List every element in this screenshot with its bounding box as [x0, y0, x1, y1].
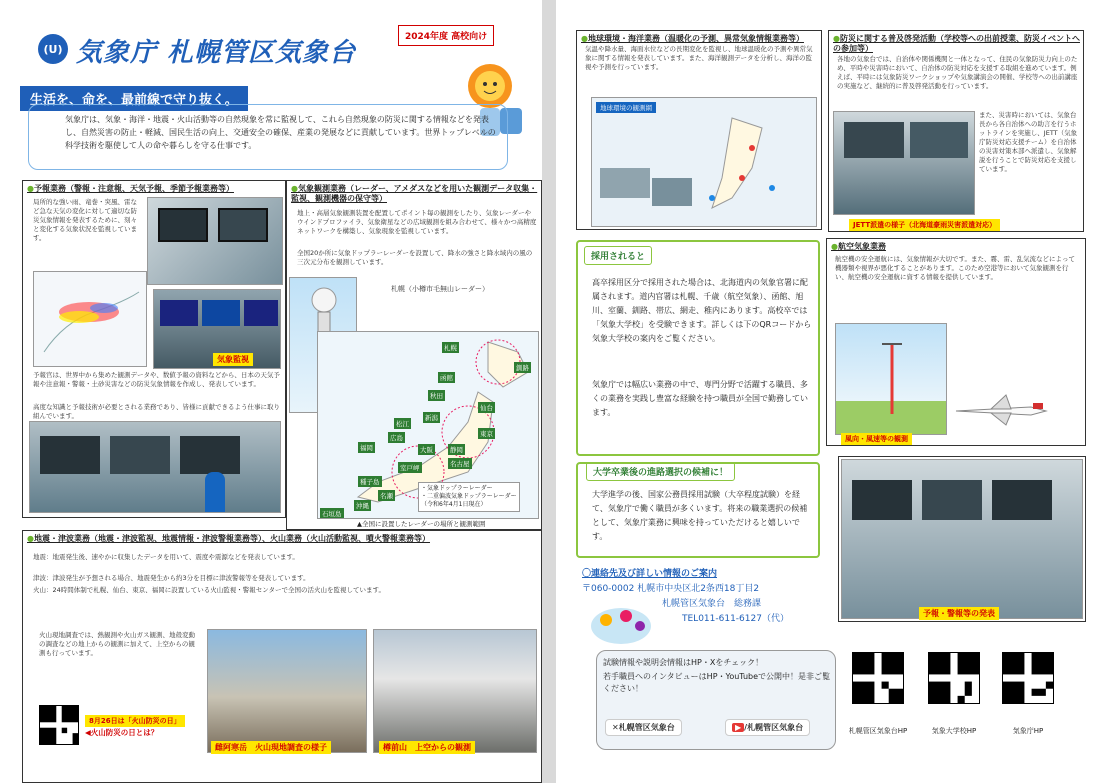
forecast-warning-photo	[841, 459, 1083, 619]
career-title: 大学卒業後の進路選択の候補に！	[586, 462, 735, 481]
slogan-banner: 生活を、命を、最前線で守り抜く。	[20, 86, 248, 111]
jma-hp-qr[interactable]	[1002, 652, 1054, 704]
arrow-left-icon: ◀	[85, 728, 91, 737]
youtube-account-link[interactable]: ▶ /札幌管区気象台	[725, 719, 810, 736]
jma-sapporo-qr[interactable]	[852, 652, 904, 704]
forecast-monitor-photo	[147, 197, 283, 285]
seismic-text: 火山現地調査では、熱観測や火山ガス観測、地殻変動の調査などの地上からの観測に加えて、上空からの観測も行っています。	[39, 631, 195, 657]
city-tag: 種子島	[360, 478, 380, 486]
city-tag: 仙台	[480, 404, 493, 412]
forecast-text-2: 予報官は、世界中から集めた観測データや、数値予報の資料などから、日本の天気予報や注意報・警報・土砂災害などの防災気象情報を作成し、発表しています。	[33, 371, 280, 388]
forecast-photo-label: 気象監視	[213, 353, 253, 366]
legend-doppler: ・気象ドップラーレーダー	[421, 485, 493, 492]
volcano-survey-label: 雌阿寒岳 火山現地調査の様子	[211, 741, 331, 754]
qr-code-icon	[929, 653, 979, 703]
jett-photo	[833, 111, 975, 215]
city-tag: 静岡	[450, 446, 463, 454]
legend-date: （令和6年4月1日現在）	[421, 501, 487, 508]
city-tag: 函館	[440, 374, 453, 382]
aviation-title: ●航空気象業務	[831, 242, 886, 251]
city-tag: 石垣島	[322, 510, 342, 518]
youtube-logo-icon: ▶	[732, 723, 744, 732]
sns-section	[596, 650, 836, 750]
volcano-survey-photo	[207, 629, 367, 753]
sns-text-1: 試験情報や説明会情報はHP・Xをチェック！	[603, 658, 764, 667]
aviation-text: 航空機の安全運航には、気象情報が大切です。また、霧、雷、乱気流などによって機器類や視界が悪化することがあります。このため空港等において気象観測を行い、航空機の安全運航に資する情報を提供しています。	[835, 255, 1075, 281]
right-page	[556, 0, 1098, 783]
meteorological-college-qr-label: 気象大学校HP	[931, 727, 977, 735]
radar-network-map	[317, 331, 539, 519]
intro-text: 気象庁は、気象・海洋・地震・火山活動等の自然現象を常に監視して、これら自然現象の防災に関する情報などを発表し、自然災害の防止・軽減、国民生活の向上、交通安全の確保、産業の発展などに貢献しています。世界トップレベルの科学技術を駆使して人の命や暮らしを守る仕事です。	[65, 115, 496, 150]
city-tag: 釧路	[516, 364, 529, 372]
volcano-day-qr[interactable]	[39, 705, 79, 745]
meteorological-college-qr[interactable]	[928, 652, 980, 704]
ocean-map-title: 地球環境の観測網	[596, 102, 656, 113]
jma-logo-icon: (U)	[43, 42, 63, 56]
x-logo-icon: ✕	[612, 723, 619, 732]
jma-sapporo-qr-label: 札幌管区気象台HP	[848, 727, 908, 735]
ocean-section	[576, 30, 822, 230]
disaster-title: ●防災に関する普及啓発活動（学校等への出前授業、防災イベントへの参加等）	[833, 34, 1080, 53]
forecast-radar-map	[33, 271, 147, 367]
observation-text-1: 地上・高層気象観測装置を配置してポイント毎の観測をしたり、気象レーダーやウインドプロファイラ、気象衛星などの広域観測を組み合わせて、様々かつ高精度ネットワークを構築し、気象現象を監視しています。	[297, 209, 537, 235]
legend-dual: ・二重偏波気象ドップラーレーダー	[421, 493, 517, 500]
forecast-section	[22, 180, 286, 518]
jma-hp-qr-label: 気象庁HP	[1012, 727, 1044, 735]
seismic-section	[22, 530, 542, 783]
flower-icon	[586, 596, 656, 646]
jett-label: JETT派遣の様子（北海道豪雨災害派遣対応）	[849, 219, 1000, 231]
qr-code-icon	[1003, 653, 1053, 703]
observation-section	[286, 180, 542, 530]
city-tag: 松江	[396, 420, 409, 428]
left-page	[0, 0, 542, 783]
agency-title: 気象庁 札幌管区気象台	[76, 38, 357, 68]
city-tag: 新潟	[425, 414, 438, 422]
flower-illustration	[586, 596, 656, 646]
seismic-line-2: 津波：津波発生が予想される場合、地震発生から約3分を目標に津波警報等を発表しています。	[33, 574, 310, 582]
city-tag: 広島	[390, 434, 403, 442]
forecast-warning-section	[838, 456, 1086, 622]
ocean-text: 気温や降水量、海面水位などの長期変化を監視し、地球温暖化の予測や異常気象に関する情報を発表しています。また、海洋観測データを分析し、海洋の監視や予測を行っています。	[585, 45, 813, 71]
city-tag: 名古屋	[450, 460, 470, 468]
observation-text-2: 全国20か所に気象ドップラーレーダーを設置して、降水の強さと降水域内の風の三次元分布を観測しています。	[297, 249, 533, 266]
seismic-line-3: 火山：24時間体制で札幌、仙台、東京、福岡に設置している火山監視・警報センターで全国の活火山を監視しています。	[33, 586, 385, 594]
intro-box	[28, 104, 508, 170]
sns-text-2: 若手職員へのインタビューはHP・YouTubeで公開中！是非ご覧ください！	[603, 672, 831, 693]
city-tag: 名瀬	[380, 492, 393, 500]
recruit-text: 高卒採用区分で採用された場合は、北海道内の気象官署に配属されます。道内官署は札幌、千歳（航空気象）、函館、旭川、室蘭、釧路、帯広、網走、稚内にあります。高校卒では「気象大学校」を受験できます。詳しくは下のQRコードから気象大学校の案内をご覧ください。	[592, 278, 812, 343]
forecast-text-3: 高度な知識と予報技術が必要とされる業務であり、皆様に貢献できるよう仕事に取り組んでいます。	[33, 403, 280, 420]
city-tag: 福岡	[360, 444, 373, 452]
disaster-text: 各地の気象台では、自治体や関係機関と一体となって、住民の気象防災力向上のため、平時や災害時において、自治体の防災対応を支援する取組を進めています。例えば、平時には気象防災ワークショップや気象講演会の開催、学校等への出前講座の実施など、継続的に普及啓発活動を行っています。	[837, 55, 1078, 90]
qr-code-icon	[40, 706, 78, 744]
map-caption: ▲全国に設置したレーダーの場所と観測範囲	[357, 520, 486, 528]
forecast-warning-label: 予報・警報等の発表	[919, 607, 999, 620]
forecast-office-photo	[29, 421, 281, 513]
city-tag: 沖縄	[356, 502, 369, 510]
volcano-day-arrow: ◀火山防災の日とは？	[85, 728, 159, 737]
city-tag: 秋田	[430, 392, 443, 400]
contact-title: 〇連絡先及び詳しい情報のご案内	[582, 569, 718, 579]
city-tag: 大阪	[420, 446, 433, 454]
header-logo	[38, 34, 68, 64]
ocean-network-map	[591, 97, 817, 227]
qr-code-icon	[853, 653, 903, 703]
radar-label: 札幌（小樽市毛無山レーダー）	[391, 285, 489, 293]
career-text: 大学進学の後、国家公務員採用試験（大卒程度試験）を経て、気象庁で働く職員が多くいます。将来の職業選択の候補として、気象庁業務に興味を持っていただけると嬉しいです。	[592, 490, 808, 541]
x-account-link[interactable]: ✕札幌管区気象台	[605, 719, 682, 736]
contact-address: 〒060-0002 札幌市中央区北2条西18丁目2	[582, 584, 760, 594]
aviation-section	[826, 238, 1086, 446]
career-section	[576, 462, 820, 558]
seismic-line-1: 地震：地震発生後、速やかに収集したデータを用いて、震度や震源などを発表しています。	[33, 553, 299, 561]
forecast-title: ●予報業務（警報・注意報、天気予報、季節予報業務等）	[27, 184, 234, 193]
city-tag: 札幌	[444, 344, 457, 352]
volcano-aerial-photo	[373, 629, 537, 753]
target-badge: 2024年度 高校向け	[398, 25, 494, 46]
contact-office: 札幌管区気象台 総務課	[662, 599, 762, 609]
wind-observation-photo	[835, 323, 947, 435]
volcano-day-label: 8月26日は「火山防災の日」	[85, 715, 185, 727]
seismic-title: ●地震・津波業務（地震・津波監視、地震情報・津波警報業務等）、火山業務（火山活動監視、噴火警報業務等）	[27, 534, 430, 543]
city-tag: 東京	[480, 430, 493, 438]
map-legend	[418, 482, 520, 512]
recruit-section	[576, 240, 820, 456]
disaster-text-2: また、災害時においては、気象台長から各自治体への助言を行うホットラインを実施し、JETT（気象庁防災対応支援チーム）を自治体の災害対策本部へ派遣し、気象解説を行うことで防災対応を支援しています。	[979, 111, 1078, 173]
contact-tel: TEL011-611-6127（代）	[682, 614, 789, 624]
ocean-title: ●地球環境・海洋業務（温暖化の予測、異常気象情報業務等）	[581, 34, 804, 43]
recruit-text-2: 気象庁では幅広い業務の中で、専門分野で活躍する職員、多くの業務を実践し豊富な経験を持つ職員が全国で勤務しています。	[592, 380, 808, 417]
observation-title: ●気象観測業務（レーダー、アメダスなどを用いた観測データ収集・監視、観測機器の保守等）	[291, 184, 538, 203]
disaster-section	[828, 30, 1084, 232]
recruit-title: 採用されると	[584, 246, 652, 265]
airplane-icon	[951, 389, 1051, 429]
forecast-text-1: 局所的な強い雨、竜巻・突風、雷など急な天気の変化に対して適切な防災気象情報を発表するために、刻々と変化する気象状況を監視しています。	[33, 198, 137, 242]
wind-observation-label: 風向・風速等の観測	[841, 433, 912, 445]
city-tag: 室戸岬	[400, 464, 420, 472]
volcano-aerial-label: 樽前山 上空からの観測	[379, 741, 475, 754]
